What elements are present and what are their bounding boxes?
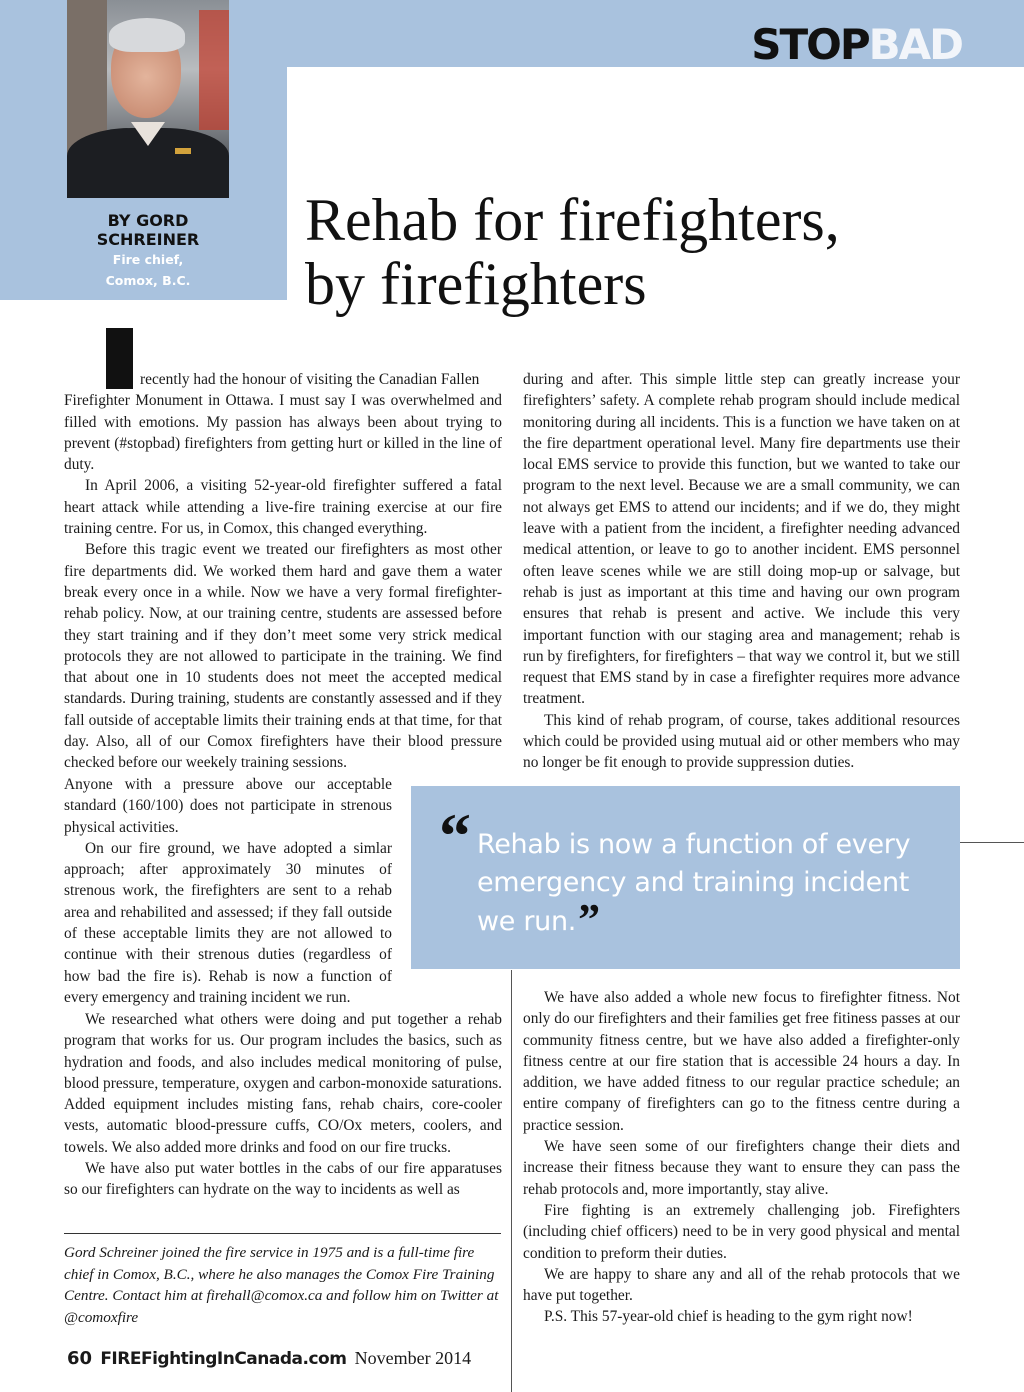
article-column-left-narrow	[64, 774, 392, 1008]
paragraph-6: We have also put water bottles in the cabs of our fire apparatuses so our firefighters can hydrate on the way to incidents as well as	[64, 1160, 502, 1199]
author-bio: Gord Schreiner joined the fire service in 1975 and is a full-time fire chief in Comox, B.C., where he also manages the Comox Fire Training Centre. Contact him at firehall@comox.ca and follow him on Twitter at @comoxfire	[64, 1244, 499, 1326]
byline-place: Comox, B.C.	[105, 273, 191, 288]
page-number: 60	[67, 1348, 93, 1369]
pull-quote-text: Rehab is now a function of every emergency and training incident we run.	[477, 829, 911, 937]
article-column-right-top	[523, 369, 960, 774]
pull-quote-text-block	[477, 826, 917, 944]
bio-divider	[64, 1233, 501, 1234]
paragraph-r6: We are happy to share any and all of the rehab protocols that we have put together.	[523, 1265, 960, 1305]
paragraph-2: In April 2006, a visiting 52-year-old firefighter suffered a fatal heart attack while attending a live-fire training exercise at our fire training centre. For us, in Comox, this changed everything.	[64, 477, 502, 538]
paragraph-r3: We have also added a whole new focus to firefighter fitness. Not only do our firefighters and their families get free fitiness passes at our community fitness centre, but we have also added a firefighter-only fitness centre at our fire station that is accessible 24 hours a day. In addition, we have added fitness to our regular practice schedule; an entire company of firefighters can go to the fitness centre during a practice session.	[523, 989, 960, 1134]
author-photo	[67, 0, 229, 198]
paragraph-5: We researched what others were doing and put together a rehab program that works for us. Our program includes the basics, such as hydration and foods, and also includes medical monitoring of pulse, blood pressure, temperature, oxygen and carbon-monoxide saturations. Added equipment includes misting fans, rehab chairs, core-cooler vests, automatic blood-pressure cuffs, CO/Ox meters, coolers, and towels. We also added more drinks and food on our fire trucks.	[64, 1011, 502, 1156]
article-column-right-bottom	[523, 987, 960, 1328]
footer-site: FIREFightingInCanada.com	[100, 1349, 347, 1369]
byline-role: Fire chief,	[112, 252, 184, 267]
close-quote-mark: ”	[578, 895, 600, 944]
paragraph-r7: P.S. This 57-year-old chief is heading to the gym right now!	[544, 1308, 913, 1326]
paragraph-r1: during and after. This simple little step can greatly increase your firefighters’ safety. A complete rehab program should include medical monitoring during all incidents. This is a function we have taken on at the fire department operational level. Many fire departments use their local EMS service to provide this function, but we wanted to take our program to the next level. Because we are a small community, we can not always get EMS to attend our incidents; and if we do, they might leave with a patient from the incident, a firefighter needing advanced medical attention, or leave to go to another incident. EMS personnel often leave scenes while we are still doing mop-up or salvage, but rehab is just as important at this time and having our own program ensures that rehab is present and active. We include this very important function with our staging area and management; rehab is run by firefighters, for firefighters – that way we control it, but we still request that EMS stand by in case a firefighter requires more advance treatment.	[523, 371, 960, 708]
column-divider	[511, 970, 512, 1392]
open-quote-mark: “	[439, 800, 471, 871]
brand-bad: BAD	[868, 20, 962, 69]
byline	[62, 211, 234, 291]
section-brand	[751, 20, 962, 69]
article-column-left-bottom	[64, 1009, 502, 1201]
pull-quote	[411, 786, 960, 969]
title-line-2: by firefighters	[305, 251, 647, 317]
paragraph-1	[64, 369, 502, 475]
paragraph-r2: This kind of rehab program, of course, takes additional resources which could be provided using mutual aid or other members who may no longer be fit enough to provide suppression duties.	[523, 711, 960, 772]
paragraph-3-continued: Anyone with a pressure above our acceptable standard (160/100) does not participate in strenous physical activities.	[64, 776, 392, 836]
paragraph-3: Before this tragic event we treated our firefighters as most other fire departments did. We worked them hard and gave them a water break every once in a while. Now we have a very formal firefighter-rehab policy. Now, at our training centre, students are assessed before they start training and if they don’t meet some very strick medical protocols they are not allowed to participate in the training. We find that about one in 10 students does not meet the accepted medical standards. During training, students are constantly assessed and if they fall outside of acceptable limits their training ends at that time, for that day. Also, all of our Comox firefighters have their blood pressure checked before our weekely training sessions.	[64, 541, 502, 772]
paragraph-r5: Fire fighting is an extremely challenging job. Firefighters (including chief officers) need to be in very good physical and mental condition to preform their duties.	[523, 1201, 960, 1262]
pull-quote-rule	[960, 842, 1024, 843]
paragraph-4: On our fire ground, we have adopted a simlar approach; after approximately 30 minutes of strenous work, the firefighters are sent to a rehab area and rehabilited and assessed; if they fall outside of these acceptable limits they are not allowed to continue with their strenous duties (regardless of how bad the fire is). Rehab is now a function of every emergency and training incident we run.	[64, 839, 392, 1006]
title-line-1: Rehab for firefighters,	[305, 187, 840, 253]
article-title	[305, 188, 985, 316]
byline-author: BY GORD SCHREINER	[96, 211, 200, 249]
paragraph-1-first-line: recently had the honour of visiting the Canadian Fallen	[140, 371, 480, 388]
page-footer	[67, 1347, 471, 1370]
brand-stop: STOP	[751, 20, 869, 69]
article-column-left-top	[64, 369, 502, 774]
paragraph-1-rest: Firefighter Monument in Ottawa. I must say I was overwhelmed and filled with emotions. My passion has always been about trying to prevent (#stopbad) firefighters from getting hurt or killed in the line of duty.	[64, 392, 502, 474]
paragraph-r4: We have seen some of our firefighters change their diets and increase their fitness because they want to ensure they can pass the rehab protocols and, more importantly, stay alive.	[523, 1138, 960, 1198]
footer-date: November 2014	[354, 1348, 472, 1368]
